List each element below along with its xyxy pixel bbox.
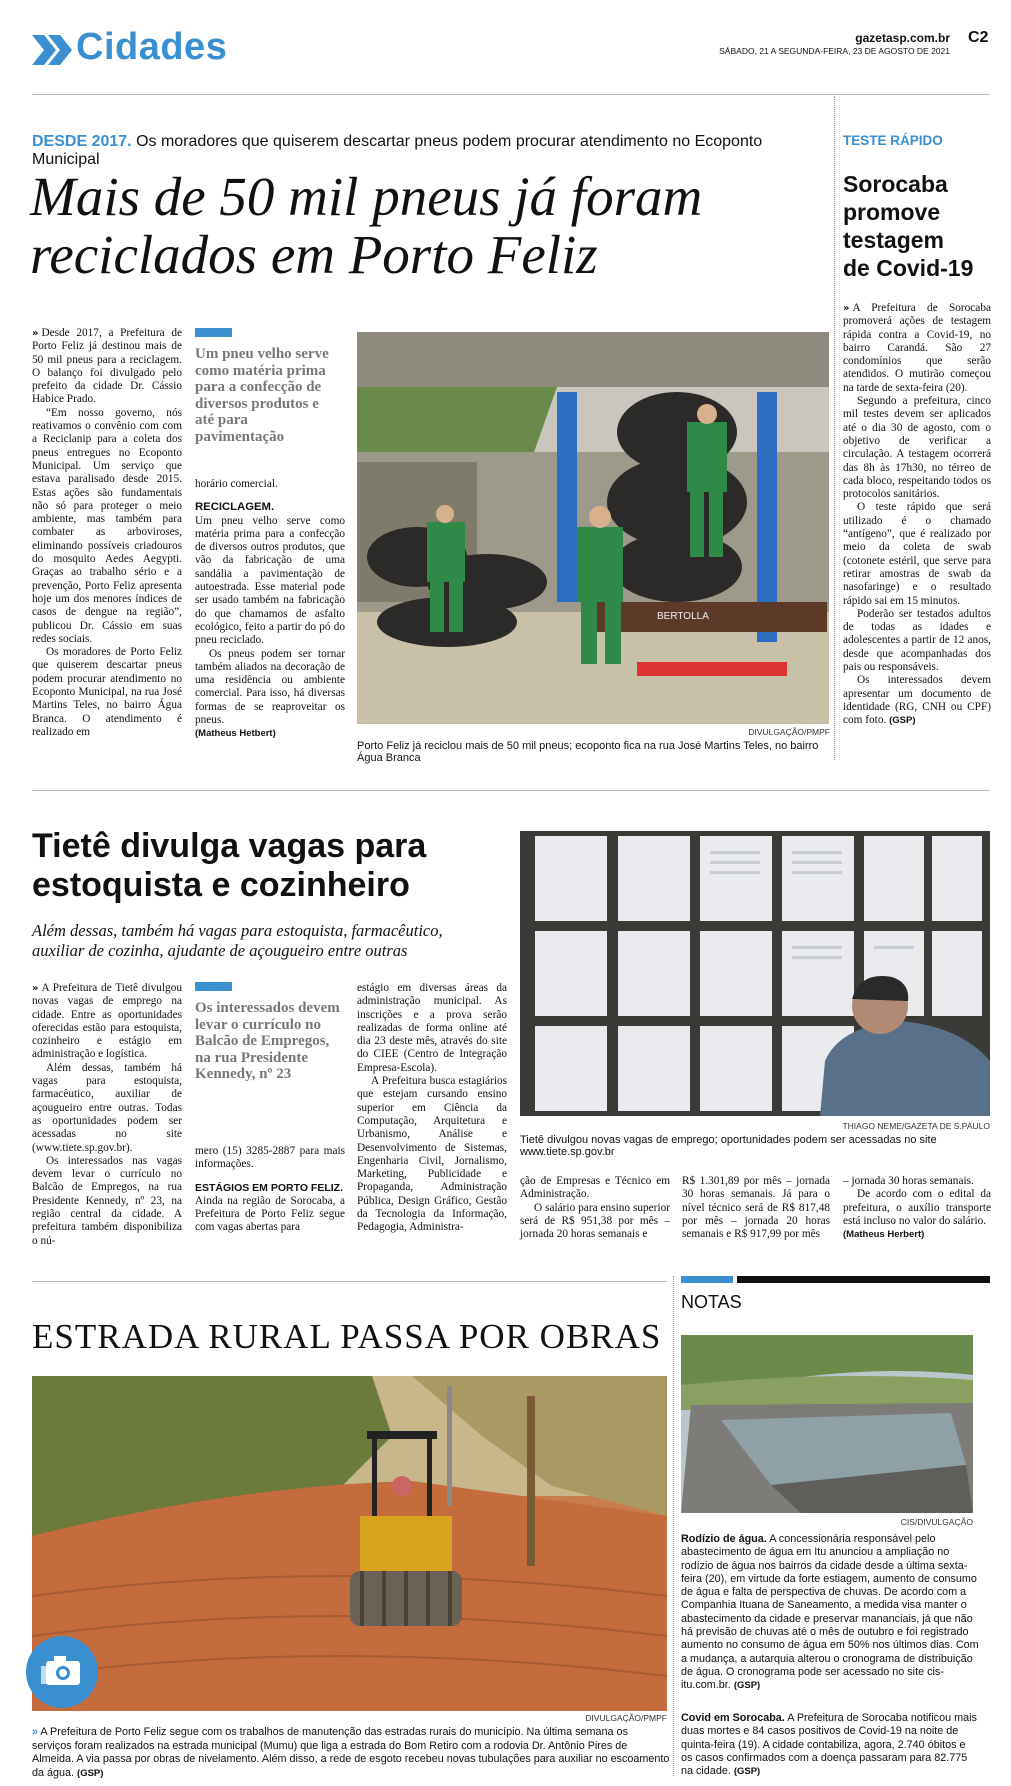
road-photo-credit: DIVULGAÇÃO/PMPF xyxy=(585,1713,667,1723)
tiete-photo-credit: THIAGO NEME/GAZETA DE S.PAULO xyxy=(842,1121,990,1131)
sidebar-headline: Sorocaba promove testagem de Covid-19 xyxy=(843,171,974,281)
tiete-pull-quote: Os interessados devem levar o currículo no Balcão de Empregos, na rua Presidente Kennedy, nº 23 xyxy=(195,1000,340,1082)
bullet-arrow-icon: » xyxy=(32,328,39,339)
notas-bar xyxy=(737,1276,990,1283)
job-board-photo xyxy=(520,831,990,1116)
bullet-arrow-icon: » xyxy=(32,983,39,994)
quote-marker xyxy=(195,328,232,337)
tiete-column-3: estágio em diversas áreas da administração municipal. As inscrições e a prova serão realizadas de forma online até dia 23 deste mês, através do site do CIEE (Centro de Integração Empresa-Escola). A Prefeitura busca estagiários que estejam cursando ensino superior em Ciência da Computação, Arquitetura e Urbanismo, Análise e Desenvolvimento de Sistemas, Engenharia Civil, Jornalismo, Marketing, Publicidade e Propaganda, Administração Pública, Design Gráfico, Gestão da Tecnologia da Informação, Pedagogia, Administra- xyxy=(357,982,507,1234)
lead-column-2: horário comercial. RECICLAGEM. Um pneu velho serve como matéria prima para a confecção de diversos outros produtos, que vão da fabricação de uma sandália a pavimentação de autoestrada. Esse material pode ser usado também na fabricação do que chamamos de asfalto ecológico, feito a partir do pó do pneu reciclado. Os pneus podem ser tornar também aliados na decoração de uma residência ou ambiente comercial. Para isso, há diversas formas de se reaproveitar os pneus. (Matheus Hetbert) xyxy=(195,478,345,740)
lead-pull-quote: Um pneu velho serve como matéria prima para a confecção de diversos produtos e até para pavimentação xyxy=(195,346,329,445)
tiete-headline: Tietê divulga vagas para estoquista e cozinheiro xyxy=(32,827,427,904)
tiete-column-2: mero (15) 3285-2887 para mais informações. ESTÁGIOS EM PORTO FELIZ. Ainda na região de Sorocaba, a Prefeitura de Porto Feliz segue com vagas abertas para xyxy=(195,1145,345,1234)
sidebar-kicker: TESTE RÁPIDO xyxy=(843,133,943,148)
tiete-bottom-column-2: R$ 1.301,89 por mês – jornada 30 horas semanais. Já para o nível técnico será de R$ 817,48 por mês – jornada 20 horas semanais e R$ 917,99 por mês xyxy=(682,1175,830,1241)
road-works-photo xyxy=(32,1376,667,1711)
tiete-column-1: » A Prefeitura de Tietê divulgou novas vagas de emprego na cidade. Entre as oportunidades oferecidas estão para estoquista, cozinheiro e estágio em administração e logística. Além dessas, também há vagas para estoquista, farmacêutico, auxiliar de açougueiro entre outras. Todas as oportunidades podem ser acessadas no site (www.tiete.sp.gov.br). Os interessados nas vagas devem levar o currículo no Balcão de Empregos, na rua Presidente Kennedy, nº 23, na região central da cidade. A prefeitura também disponibiliza o nú- xyxy=(32,982,182,1247)
page-number: C2 xyxy=(968,29,989,46)
nota-covid: Covid em Sorocaba. A Prefeitura de Sorocaba notificou mais duas mortes e 84 casos positivos de Covid-19 na noite de quinta-feira (19). A cidade contabiliza, agora, 2.740 óbitos e os casos confirmados com a doença passaram para 82.775 na cidade. (GSP) xyxy=(681,1712,977,1778)
photo-gallery-icon[interactable] xyxy=(26,1636,98,1708)
tiete-photo-caption: Tietê divulgou novas vagas de emprego; oportunidades podem ser acessadas no site www.tiete.sp.gov.br xyxy=(520,1134,937,1158)
notas-title: NOTAS xyxy=(681,1292,742,1312)
sidebar-body: » A Prefeitura de Sorocaba promoverá ações de testagem rápida contra a Covid-19, no bairro Carandá. São 27 condomínios que serão atendidos. O mutirão começou na tarde de sexta-feira (20). Segundo a prefeitura, cinco mil testes devem ser aplicados até o dia 30 de agosto, com o objetivo de verificar a circulação. A testagem ocorrerá das 8h às 17h30, no térreo de cada bloco, respeitando todos os protocolos sanitários. O teste rápido que será utilizado é o chamado “antígeno”, que é realizado por meio da coleta de swab (cotonete estéril, que serve para retirar amostras de swab da nasofaringe) e o resultado rápido sai em 15 minutos. Poderão ser testados adultos de todas as idades e adolescentes a partir de 12 anos, desde que acompanhadas dos pais ou responsáveis. Os interessados devem apresentar um documento de identidade (RG, CNH ou CPF) com foto. (GSP) xyxy=(843,302,991,727)
column-divider-bottom xyxy=(673,1276,674,1776)
notas-bar-accent xyxy=(681,1276,733,1283)
section-title: Cidades xyxy=(76,26,228,68)
reservoir-photo xyxy=(681,1335,973,1513)
section-rule-1 xyxy=(32,790,990,791)
nota-rodizio: Rodízio de água. A concessionária responsável pelo abastecimento de água em Itu anunciou a ampliação no rodízio de água nos bairros da cidade desde a última sexta-feira (20), em virtude da forte estiagem, aumento de consumo de água e falta de perspectiva de chuvas. De acordo com a Companhia Ituana de Saneamento, a medida visa manter o abastecimento da cidade e preservar mananciais, já que não há previsão de chuvas até o mês de outubro e foi registrado aumento no consumo de água em 50% nos últimos dias. Com a mudança, a autarquia alterou o cronograma de distribuição de água. O cronograma pode ser acessado no site cis-itu.com.br. (GSP) xyxy=(681,1533,979,1692)
header-rule xyxy=(32,94,990,95)
bullet-arrow-icon: » xyxy=(843,303,850,314)
section-logo-icon xyxy=(32,33,74,67)
site-url: gazetasp.com.br xyxy=(855,31,950,45)
estrada-headline: ESTRADA RURAL PASSA POR OBRAS xyxy=(32,1317,662,1356)
road-photo-caption: » A Prefeitura de Porto Feliz segue com os trabalhos de manutenção das estradas rurais do município. Na última semana os serviços foram realizados na estrada municipal (Mumu) que liga a estrada do Bom Retiro com a rodovia Dr. Antônio Pires de Almeida. A via passa por obras de nivelamento. Além disso, a rede de esgoto recebeu novas tubulações para auxiliar no escoamento da água. (GSP) xyxy=(32,1726,670,1779)
reservoir-photo-credit: CIS/DIVULGAÇÃO xyxy=(900,1517,973,1527)
truck-label: BERTOLLA xyxy=(657,611,709,622)
section-rule-2 xyxy=(32,1281,667,1282)
tiete-bottom-column-1: ção de Empresas e Técnico em Administração. O salário para ensino superior será de R$ 951,38 por mês – jornada 20 horas semanais e xyxy=(520,1175,670,1241)
caption-arrow-icon: » xyxy=(32,1726,39,1738)
tiete-deck: Além dessas, também há vagas para estoquista, farmacêutico, auxiliar de cozinha, ajudante de açougueiro entre outras xyxy=(32,921,443,960)
lead-photo-caption: Porto Feliz já reciclou mais de 50 mil pneus; ecoponto fica na rua José Martins Teles, no bairro Água Branca xyxy=(357,740,819,764)
tiete-bottom-column-3: – jornada 30 horas semanais. De acordo com o edital da prefeitura, o auxílio transporte está incluso no valor do salário. (Matheus Herbert) xyxy=(843,1175,991,1241)
edition-date: SÁBADO, 21 A SEGUNDA-FEIRA, 23 DE AGOSTO DE 2021 xyxy=(719,46,950,56)
lead-photo-credit: DIVULGAÇÃO/PMPF xyxy=(748,727,830,737)
lead-column-1: » Desde 2017, a Prefeitura de Porto Feliz já destinou mais de 50 mil pneus para a reciclagem. O balanço foi divulgado pelo prefeito da cidade Dr. Cássio Habice Prado. “Em nosso governo, nós reativamos o convênio com com a Reciclanip para a coleta dos pneus entregues no Ecoponto Municipal. Um serviço que estava paralisado desde 2015. Estas ações são fundamentais não só para proteger o meio ambiente, mas também para combater as arboviroses, eliminando possíveis criadouros do mosquito Aedes Aegypti. Graças ao trabalho sério e a prevenção, Porto Feliz apresenta hoje um dos menores índices de casos de dengue na região”, publicou Dr. Cássio em suas redes sociais. Os moradores de Porto Feliz que quiserem descartar pneus podem procurar atendimento no Ecoponto Municipal, na rua José Martins Teles, no bairro Água Branca. O atendimento é realizado em xyxy=(32,327,182,738)
column-divider-top xyxy=(834,96,835,760)
lead-headline: Mais de 50 mil pneus já foram reciclados em Porto Feliz xyxy=(30,166,703,285)
tire-recycling-photo xyxy=(357,332,829,724)
lead-kicker: DESDE 2017. Os moradores que quiserem descartar pneus podem procurar atendimento no Ecoponto Municipal xyxy=(32,133,763,168)
quote-marker xyxy=(195,982,232,991)
